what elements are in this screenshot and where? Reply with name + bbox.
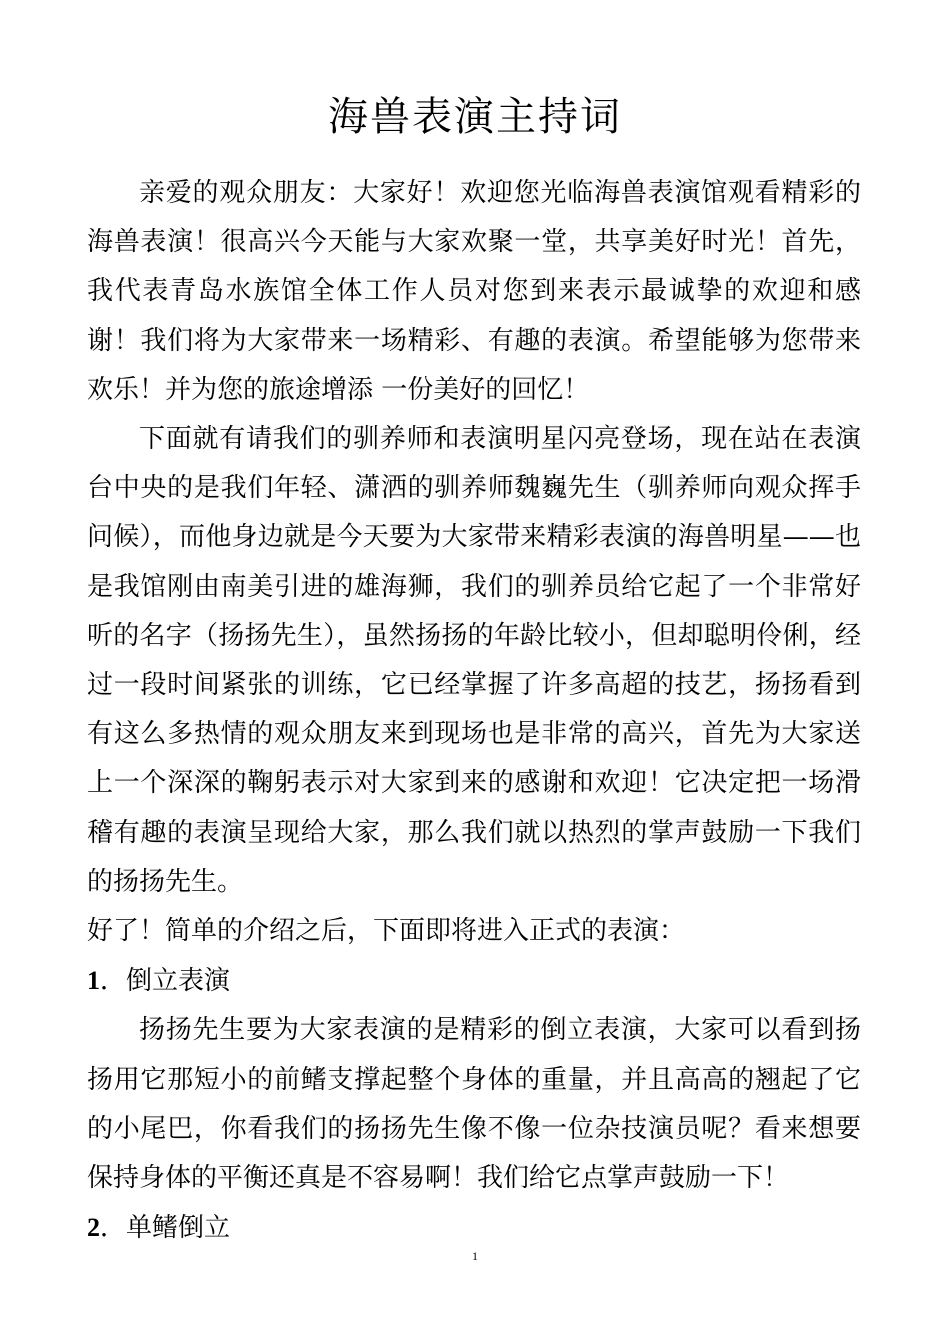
document-title: 海兽表演主持词 [328,94,622,140]
section-title-1: 倒立表演 [126,966,231,997]
section-title-2: 单鳍倒立 [126,1213,231,1244]
section-number-separator: ． [100,966,127,997]
section-number-separator: ． [100,1213,127,1244]
page-number: 1 [472,1249,478,1263]
paragraph-introduction: 下面就有请我们的驯养师和表演明星闪亮登场，现在站在表演台中央的是我们年轻、潇洒的驯养师魏巍先生（驯养师向观众挥手问候），而他身边就是今天要为大家带来精彩表演的海兽明星——也是我馆刚由南美引进的雄海狮，我们的驯养员给它起了一个非常好听的名字（扬扬先生），虽然扬扬的年龄比较小，但却聪明伶俐，经过一段时间紧张的训练，它已经掌握了许多高超的技艺，扬扬看到有这么多热情的观众朋友来到现场也是非常的高兴，首先为大家送上一个深深的鞠躬表示对大家到来的感谢和欢迎！它决定把一场滑稽有趣的表演呈现给大家，那么我们就以热烈的掌声鼓励一下我们的扬扬先生。 [87,424,861,897]
section-body-1: 扬扬先生要为大家表演的是精彩的倒立表演，大家可以看到扬扬用它那短小的前鳍支撑起整个身体的重量，并且高高的翘起了它的小尾巴，你看我们的扬扬先生像不像一位杂技演员呢？看来想要保持身体的平衡还真是不容易啊！我们给它点掌声鼓励一下！ [87,1015,861,1194]
section-number-2: 2 [87,1213,100,1243]
section-heading-2 [87,1203,861,1253]
document-body [87,169,861,1253]
section-number-1: 1 [87,966,100,996]
paragraph-transition: 好了！简单的介绍之后，下面即将进入正式的表演： [87,916,686,947]
section-heading-1 [87,956,861,1006]
paragraph-welcome: 亲爱的观众朋友：大家好！欢迎您光临海兽表演馆观看精彩的海兽表演！很高兴今天能与大家欢聚一堂，共享美好时光！首先，我代表青岛水族馆全体工作人员对您到来表示最诚挚的欢迎和感谢！我们将为大家带来一场精彩、有趣的表演。希望能够为您带来欢乐！并为您的旅途增添 一份美好的回忆！ [87,178,861,405]
